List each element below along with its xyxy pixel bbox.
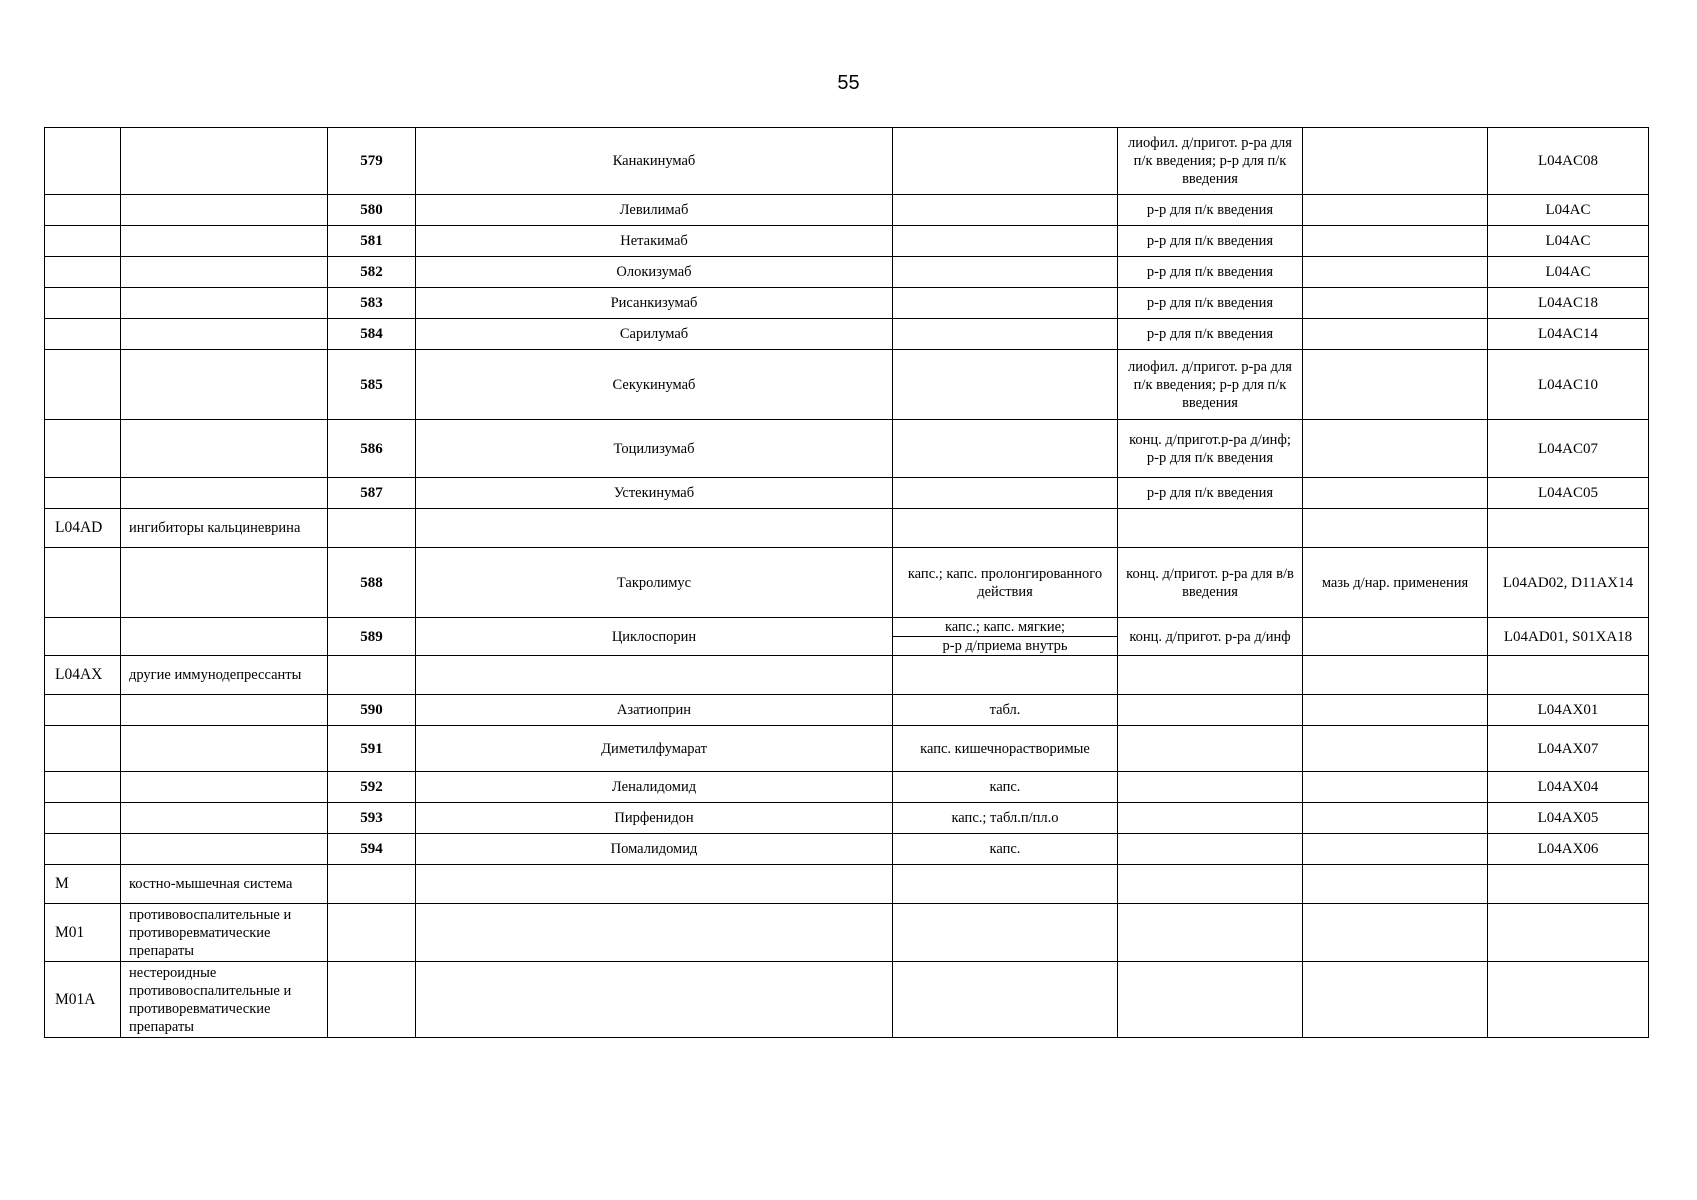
group-name-cell: противовоспалительные и противоревматические препараты	[121, 904, 328, 962]
dosage-form-3-cell	[1303, 695, 1488, 726]
dosage-form-3-cell	[1303, 618, 1488, 656]
row-number-cell	[328, 509, 416, 548]
dosage-form-3-cell	[1303, 772, 1488, 803]
row-number-cell	[328, 962, 416, 1038]
dosage-form-2-cell: р-р для п/к введения	[1118, 319, 1303, 350]
drug-name-cell: Левилимаб	[416, 195, 893, 226]
row-number-cell	[328, 656, 416, 695]
group-name-cell	[121, 257, 328, 288]
drug-name-cell: Олокизумаб	[416, 257, 893, 288]
group-name-cell	[121, 226, 328, 257]
dosage-form-cell: табл.	[893, 695, 1118, 726]
group-name-cell: нестероидные противовоспалительные и противоревматические препараты	[121, 962, 328, 1038]
drug-name-cell: Устекинумаб	[416, 478, 893, 509]
atc-full-code-cell: L04AC10	[1488, 350, 1649, 420]
row-number-cell: 592	[328, 772, 416, 803]
dosage-form-cell: капс. кишечнорастворимые	[893, 726, 1118, 772]
dosage-form-3-cell	[1303, 478, 1488, 509]
group-name-cell	[121, 420, 328, 478]
atc-full-code-cell: L04AX07	[1488, 726, 1649, 772]
dosage-form-cell	[893, 656, 1118, 695]
atc-full-code-cell	[1488, 962, 1649, 1038]
group-name-cell	[121, 803, 328, 834]
row-number-cell: 583	[328, 288, 416, 319]
group-header-row	[45, 904, 1649, 962]
dosage-form-cell	[893, 420, 1118, 478]
group-name-cell	[121, 478, 328, 509]
dosage-form-cell	[893, 904, 1118, 962]
atc-full-code-cell	[1488, 656, 1649, 695]
row-number-cell: 586	[328, 420, 416, 478]
row-number-cell: 580	[328, 195, 416, 226]
dosage-form-2-cell: р-р для п/к введения	[1118, 257, 1303, 288]
dosage-form-cell	[893, 509, 1118, 548]
dosage-form-3-cell	[1303, 656, 1488, 695]
dosage-form-2-cell	[1118, 904, 1303, 962]
atc-code-cell	[45, 803, 121, 834]
dosage-form-3-cell	[1303, 195, 1488, 226]
row-number-cell	[328, 865, 416, 904]
dosage-form-2-cell: р-р для п/к введения	[1118, 478, 1303, 509]
atc-full-code-cell: L04AD01, S01XA18	[1488, 618, 1649, 656]
dosage-form-3-cell	[1303, 420, 1488, 478]
group-header-row	[45, 509, 1649, 548]
row-number-cell: 591	[328, 726, 416, 772]
drug-name-cell: Рисанкизумаб	[416, 288, 893, 319]
atc-full-code-cell: L04AX01	[1488, 695, 1649, 726]
dosage-form-3-cell	[1303, 319, 1488, 350]
atc-full-code-cell: L04AX05	[1488, 803, 1649, 834]
dosage-form-3-cell: мазь д/нар. применения	[1303, 548, 1488, 618]
atc-code-cell: M	[45, 865, 121, 904]
dosage-form-cell	[893, 226, 1118, 257]
group-name-cell	[121, 726, 328, 772]
group-name-cell: другие иммунодепрессанты	[121, 656, 328, 695]
group-name-cell	[121, 695, 328, 726]
table-row	[45, 618, 1649, 637]
atc-code-cell: L04AD	[45, 509, 121, 548]
group-name-cell	[121, 195, 328, 226]
table-row	[45, 195, 1649, 226]
dosage-form-cell	[893, 195, 1118, 226]
atc-full-code-cell	[1488, 865, 1649, 904]
table-row	[45, 695, 1649, 726]
table-row	[45, 726, 1649, 772]
drug-name-cell	[416, 509, 893, 548]
dosage-form-cell	[893, 865, 1118, 904]
drug-name-cell	[416, 904, 893, 962]
dosage-form-cell	[893, 128, 1118, 195]
atc-code-cell	[45, 319, 121, 350]
group-header-row	[45, 962, 1649, 1038]
atc-code-cell	[45, 618, 121, 656]
dosage-form-cell	[893, 319, 1118, 350]
atc-full-code-cell	[1488, 904, 1649, 962]
group-name-cell	[121, 772, 328, 803]
dosage-form-2-cell	[1118, 834, 1303, 865]
atc-code-cell	[45, 350, 121, 420]
table-row	[45, 128, 1649, 195]
row-number-cell: 593	[328, 803, 416, 834]
dosage-form-3-cell	[1303, 288, 1488, 319]
drug-name-cell: Такролимус	[416, 548, 893, 618]
group-name-cell	[121, 350, 328, 420]
group-name-cell	[121, 128, 328, 195]
row-number-cell: 590	[328, 695, 416, 726]
dosage-form-3-cell	[1303, 509, 1488, 548]
drug-name-cell: Тоцилизумаб	[416, 420, 893, 478]
atc-code-cell	[45, 257, 121, 288]
dosage-form-cell	[893, 478, 1118, 509]
group-name-cell: ингибиторы кальциневрина	[121, 509, 328, 548]
dosage-form-2-cell: р-р для п/к введения	[1118, 288, 1303, 319]
drug-name-cell: Секукинумаб	[416, 350, 893, 420]
atc-code-cell	[45, 420, 121, 478]
group-header-row	[45, 656, 1649, 695]
dosage-form-3-cell	[1303, 834, 1488, 865]
dosage-form-2-cell	[1118, 695, 1303, 726]
dosage-form-cell: капс.; табл.п/пл.о	[893, 803, 1118, 834]
dosage-form-3-cell	[1303, 904, 1488, 962]
drug-name-cell	[416, 865, 893, 904]
group-name-cell	[121, 288, 328, 319]
atc-full-code-cell: L04AC07	[1488, 420, 1649, 478]
dosage-form-cell	[893, 288, 1118, 319]
dosage-form-3-cell	[1303, 226, 1488, 257]
dosage-form-2-cell	[1118, 656, 1303, 695]
table-row	[45, 319, 1649, 350]
drug-name-cell: Канакинумаб	[416, 128, 893, 195]
dosage-form-cell	[893, 962, 1118, 1038]
atc-code-cell: M01A	[45, 962, 121, 1038]
drug-name-cell: Леналидомид	[416, 772, 893, 803]
drug-name-cell: Циклоспорин	[416, 618, 893, 656]
table-row	[45, 226, 1649, 257]
dosage-form-3-cell	[1303, 128, 1488, 195]
drug-name-cell: Диметилфумарат	[416, 726, 893, 772]
row-number-cell: 584	[328, 319, 416, 350]
atc-full-code-cell: L04AD02, D11AX14	[1488, 548, 1649, 618]
atc-full-code-cell: L04AC08	[1488, 128, 1649, 195]
row-number-cell: 585	[328, 350, 416, 420]
drug-table	[44, 127, 1649, 1038]
dosage-form-3-cell	[1303, 962, 1488, 1038]
dosage-form-3-cell	[1303, 726, 1488, 772]
atc-code-cell	[45, 128, 121, 195]
row-number-cell: 582	[328, 257, 416, 288]
dosage-form-2-cell: р-р для п/к введения	[1118, 195, 1303, 226]
dosage-form-2-cell	[1118, 865, 1303, 904]
atc-full-code-cell: L04AC18	[1488, 288, 1649, 319]
dosage-form-2-cell: конц. д/пригот.р-ра д/инф; р-р для п/к введения	[1118, 420, 1303, 478]
group-name-cell	[121, 548, 328, 618]
row-number-cell: 579	[328, 128, 416, 195]
dosage-form-cell	[893, 257, 1118, 288]
atc-code-cell	[45, 226, 121, 257]
atc-full-code-cell: L04AC	[1488, 195, 1649, 226]
table-row	[45, 257, 1649, 288]
atc-full-code-cell: L04AC	[1488, 257, 1649, 288]
atc-full-code-cell	[1488, 509, 1649, 548]
atc-code-cell: L04AX	[45, 656, 121, 695]
atc-code-cell	[45, 834, 121, 865]
group-header-row	[45, 865, 1649, 904]
atc-code-cell	[45, 726, 121, 772]
drug-name-cell	[416, 656, 893, 695]
drug-name-cell: Помалидомид	[416, 834, 893, 865]
dosage-form-2-cell: р-р для п/к введения	[1118, 226, 1303, 257]
atc-full-code-cell: L04AC	[1488, 226, 1649, 257]
group-name-cell	[121, 319, 328, 350]
drug-name-cell: Пирфенидон	[416, 803, 893, 834]
dosage-form-2-cell: лиофил. д/пригот. р-ра для п/к введения; р-р для п/к введения	[1118, 128, 1303, 195]
table-row	[45, 548, 1649, 618]
atc-code-cell	[45, 478, 121, 509]
dosage-form-3-cell	[1303, 350, 1488, 420]
row-number-cell: 581	[328, 226, 416, 257]
dosage-form-2-cell: конц. д/пригот. р-ра для в/в введения	[1118, 548, 1303, 618]
dosage-form-2-cell: конц. д/пригот. р-ра д/инф	[1118, 618, 1303, 656]
atc-code-cell	[45, 548, 121, 618]
atc-code-cell	[45, 195, 121, 226]
drug-name-cell: Азатиоприн	[416, 695, 893, 726]
dosage-form-2-cell	[1118, 726, 1303, 772]
dosage-form-2-cell: лиофил. д/пригот. р-ра для п/к введения; р-р для п/к введения	[1118, 350, 1303, 420]
dosage-form-3-cell	[1303, 803, 1488, 834]
atc-full-code-cell: L04AC05	[1488, 478, 1649, 509]
atc-full-code-cell: L04AX06	[1488, 834, 1649, 865]
drug-name-cell	[416, 962, 893, 1038]
page-number: 55	[837, 72, 860, 94]
table-row	[45, 803, 1649, 834]
table-row	[45, 834, 1649, 865]
group-name-cell	[121, 618, 328, 656]
dosage-form-cell: капс.; капс. пролонгированного действия	[893, 548, 1118, 618]
atc-full-code-cell: L04AC14	[1488, 319, 1649, 350]
dosage-form-cell: капс.	[893, 834, 1118, 865]
dosage-form-2-cell	[1118, 772, 1303, 803]
group-name-cell: костно-мышечная система	[121, 865, 328, 904]
dosage-form-3-cell	[1303, 257, 1488, 288]
table-row	[45, 350, 1649, 420]
row-number-cell: 587	[328, 478, 416, 509]
dosage-form-2-cell	[1118, 962, 1303, 1038]
row-number-cell: 589	[328, 618, 416, 656]
dosage-form-cell: капс.; капс. мягкие;	[893, 618, 1118, 637]
dosage-form-2-cell	[1118, 803, 1303, 834]
drug-name-cell: Сарилумаб	[416, 319, 893, 350]
row-number-cell	[328, 904, 416, 962]
table-row	[45, 288, 1649, 319]
table-row	[45, 478, 1649, 509]
drug-name-cell: Нетакимаб	[416, 226, 893, 257]
atc-code-cell	[45, 695, 121, 726]
row-number-cell: 594	[328, 834, 416, 865]
dosage-form-2-cell	[1118, 509, 1303, 548]
dosage-form-cell: капс.	[893, 772, 1118, 803]
dosage-form-cell	[893, 350, 1118, 420]
table-row	[45, 772, 1649, 803]
table-row	[45, 420, 1649, 478]
dosage-form-3-cell	[1303, 865, 1488, 904]
dosage-form-sub-cell: р-р д/приема внутрь	[893, 637, 1118, 656]
atc-code-cell: M01	[45, 904, 121, 962]
row-number-cell: 588	[328, 548, 416, 618]
atc-code-cell	[45, 288, 121, 319]
atc-full-code-cell: L04AX04	[1488, 772, 1649, 803]
atc-code-cell	[45, 772, 121, 803]
group-name-cell	[121, 834, 328, 865]
